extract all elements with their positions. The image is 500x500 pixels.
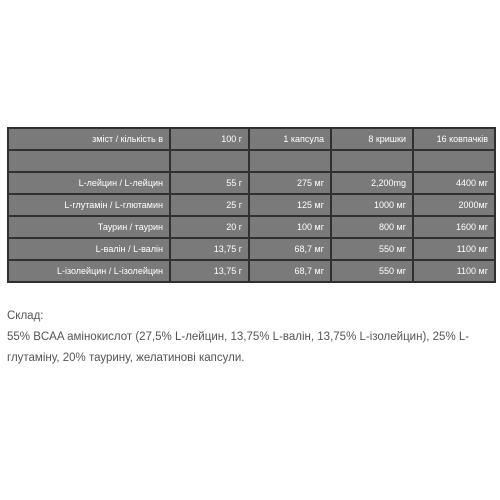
table-cell: 2,200mg: [331, 172, 413, 194]
table-empty-row: [8, 150, 495, 172]
table-cell: Таурин / таурин: [8, 216, 170, 238]
table-header-row: [8, 128, 495, 150]
table-cell: 1000 мг: [331, 194, 413, 216]
table-cell: 550 мг: [331, 260, 413, 282]
table-cell: 550 мг: [331, 238, 413, 260]
table-cell: 20 г: [170, 216, 249, 238]
table-row: [8, 216, 495, 238]
table-cell: 275 мг: [249, 172, 331, 194]
table-row: [8, 238, 495, 260]
table-cell: 13,75 г: [170, 238, 249, 260]
nutrition-table-container: [7, 127, 494, 283]
table-cell: [413, 150, 495, 172]
table-cell: зміст / кількість в: [8, 128, 170, 150]
table-cell: 4400 мг: [413, 172, 495, 194]
table-cell: 1100 мг: [413, 260, 495, 282]
table-cell: L-ізолейцин / L-ізолейцин: [8, 260, 170, 282]
table-cell: 13,75 г: [170, 260, 249, 282]
table-cell: L-валін / L-валін: [8, 238, 170, 260]
table-cell: 1100 мг: [413, 238, 495, 260]
table-cell: 16 ковпачків: [413, 128, 495, 150]
table-cell: 25 г: [170, 194, 249, 216]
table-cell: L-глутамін / L-глютамин: [8, 194, 170, 216]
table-cell: 125 мг: [249, 194, 331, 216]
table-cell: 800 мг: [331, 216, 413, 238]
table-cell: 1600 мг: [413, 216, 495, 238]
table-cell: [8, 150, 170, 172]
table-cell: 68,7 мг: [249, 238, 331, 260]
table-cell: 100 г: [170, 128, 249, 150]
table-cell: 1 капсула: [249, 128, 331, 150]
table-cell: L-лейцин / L-лейцин: [8, 172, 170, 194]
table-cell: 55 г: [170, 172, 249, 194]
table-cell: [170, 150, 249, 172]
table-cell: [249, 150, 331, 172]
table-cell: 68,7 мг: [249, 260, 331, 282]
table-row: [8, 172, 495, 194]
table-row: [8, 194, 495, 216]
composition-label: Склад:: [7, 310, 44, 322]
table-cell: 2000мг: [413, 194, 495, 216]
table-cell: 8 кришки: [331, 128, 413, 150]
composition-section: [7, 306, 487, 369]
composition-text: 55% BCAA амінокислот (27,5% L-лейцин, 13,75% L-валін, 13,75% L-ізолейцин), 25% L-глутаміну, 20% таурину, желатинові капсули.: [7, 331, 470, 364]
nutrition-table: [7, 127, 496, 283]
table-row: [8, 260, 495, 282]
table-cell: 100 мг: [249, 216, 331, 238]
table-cell: [331, 150, 413, 172]
